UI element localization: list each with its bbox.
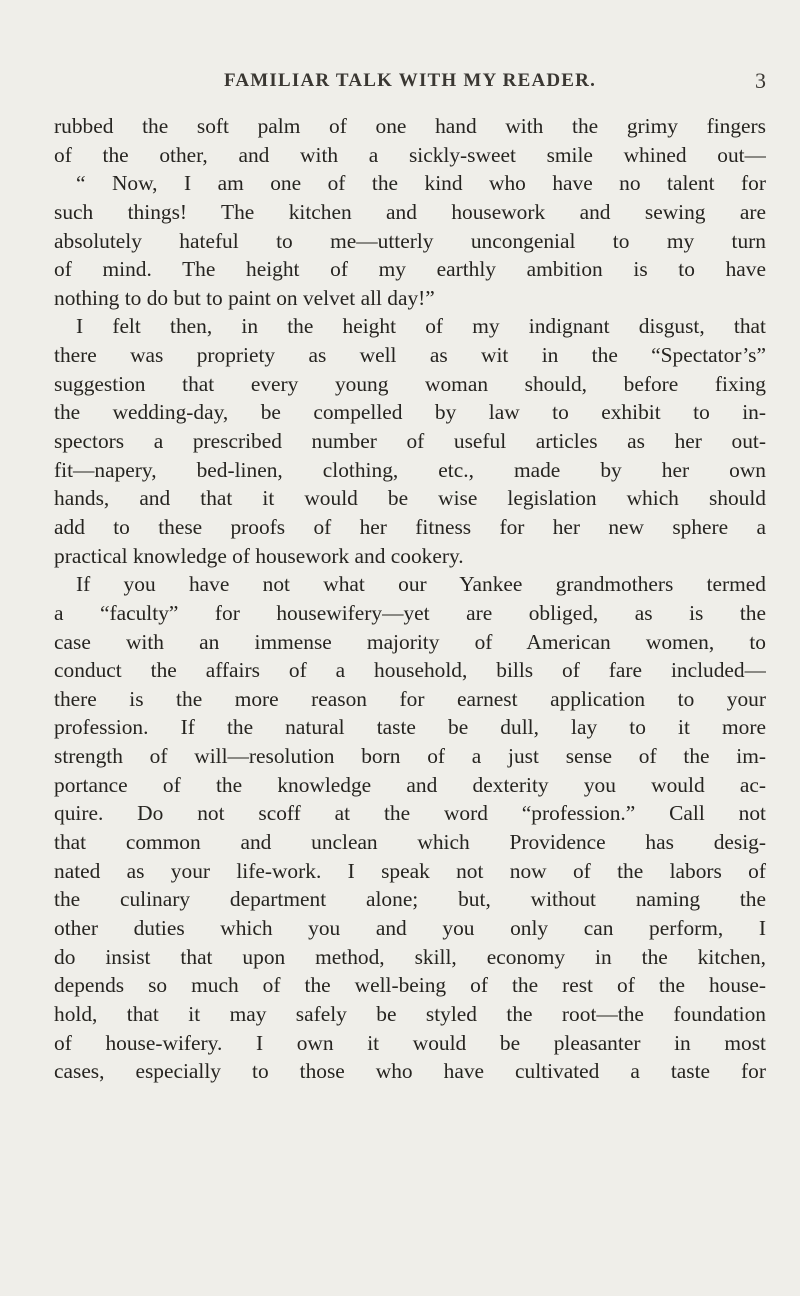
text-line: If you have not what our Yankee grandmothers termed [76, 572, 766, 597]
text-line: hold, that it may safely be styled the root—the foundation [54, 1001, 766, 1026]
text-line: add to these proofs of her fitness for her new sphere a [54, 514, 766, 539]
text-line: of the other, and with a sickly-sweet smile whined out— [54, 142, 766, 167]
text-line: conduct the affairs of a household, bills of fare included— [54, 658, 766, 683]
text-line: hands, and that it would be wise legislation which should [54, 486, 766, 511]
text-line: nated as your life-work. I speak not now of the labors of [54, 858, 766, 883]
text-line: portance of the knowledge and dexterity you would ac- [54, 772, 766, 797]
text-line: fit—napery, bed-linen, clothing, etc., made by her own [54, 457, 766, 482]
page-number: 3 [755, 68, 766, 93]
text-line: a “faculty” for housewifery—yet are obliged, as is the [54, 600, 766, 625]
text-line: case with an immense majority of American women, to [54, 629, 766, 654]
text-line: there was propriety as well as wit in the “Spectator’s” [54, 343, 766, 368]
text-line: absolutely hateful to me—utterly uncongenial to my turn [54, 228, 766, 253]
text-line: do insist that upon method, skill, economy in the kitchen, [54, 944, 766, 969]
text-line: there is the more reason for earnest application to your [54, 686, 766, 711]
text-line: suggestion that every young woman should, before fixing [54, 371, 766, 396]
text-line: strength of will—resolution born of a just sense of the im- [54, 744, 766, 769]
text-line: practical knowledge of housework and cookery. [54, 543, 464, 568]
text-line: such things! The kitchen and housework and sewing are [54, 199, 766, 224]
text-line: rubbed the soft palm of one hand with the grimy fingers [54, 114, 766, 138]
running-head [54, 70, 766, 100]
text-line: other duties which you and you only can perform, I [54, 915, 766, 940]
text-line: profession. If the natural taste be dull, lay to it more [54, 715, 766, 740]
text-line: depends so much of the well-being of the rest of the house- [54, 973, 766, 998]
text-line: quire. Do not scoff at the word “profession.” Call not [54, 801, 766, 826]
text-line: nothing to do but to paint on velvet all day!” [54, 285, 435, 310]
text-line: cases, especially to those who have cultivated a taste for [54, 1059, 766, 1084]
body-text [54, 112, 766, 1086]
text-line: of mind. The height of my earthly ambition is to have [54, 257, 766, 282]
text-line: I felt then, in the height of my indignant disgust, that [76, 314, 766, 339]
text-line: the culinary department alone; but, without naming the [54, 887, 766, 912]
text-line: of house-wifery. I own it would be pleasanter in most [54, 1030, 766, 1055]
text-line: “ Now, I am one of the kind who have no talent for [76, 171, 766, 196]
text-line: the wedding-day, be compelled by law to exhibit to in- [54, 400, 766, 425]
running-title: FAMILIAR TALK WITH MY READER. [223, 70, 597, 91]
text-line: that common and unclean which Providence has desig- [54, 830, 766, 855]
text-line: spectors a prescribed number of useful articles as her out- [54, 429, 766, 454]
